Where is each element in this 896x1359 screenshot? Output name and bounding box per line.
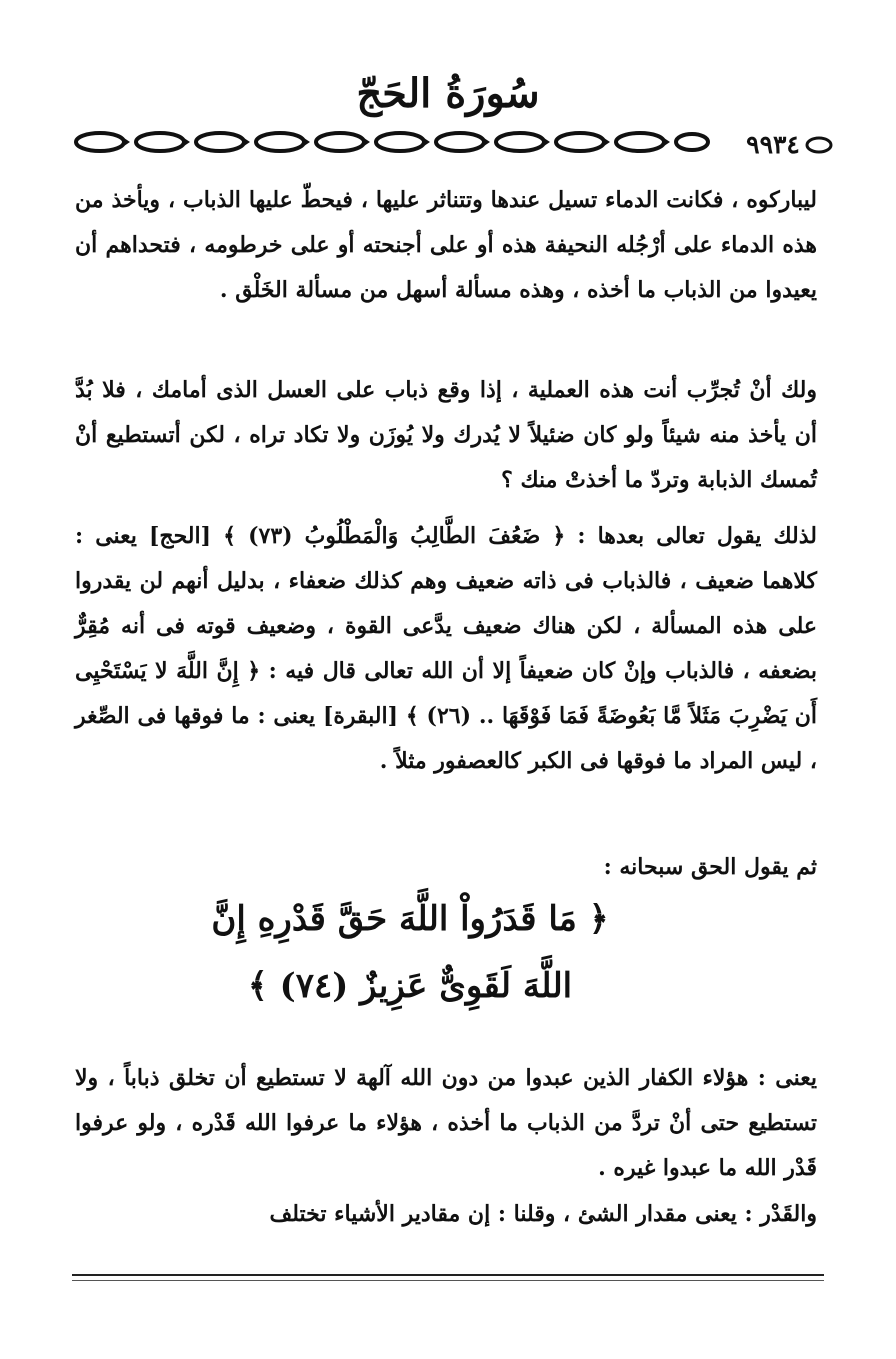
paragraph-text: ثم يقول الحق سبحانه : [603, 854, 817, 880]
paragraph-5 [75, 1056, 817, 1191]
footer-rule [72, 1274, 824, 1276]
paragraph-text: ليباركوه ، فكانت الدماء تسيل عندها وتتناثر عليها ، فيحطّ عليها الذباب ، ويأخذ من هذه الدماء على أرْجُله النحيفة هذه أو على أجنحته أو على خرطومه ، فتحداهم أن يعيدوا من الذباب ما أخذه ، وهذه مسألة أسهل من مسألة الخَلْق . [75, 187, 817, 303]
paragraph-text: يعنى : هؤلاء الكفار الذين عبدوا من دون الله آلهة لا تستطيع أن تخلق ذباباً ، ولا تستطيع حتى أنْ تردَّ من الذباب ما أخذه ، هؤلاء ما عرفوا الله قَدْره ، ولو عرفوا قَدْر الله ما عبدوا غيره . [75, 1065, 817, 1181]
paragraph-6 [75, 1192, 817, 1237]
paragraph-text: والقَدْر : يعنى مقدار الشئ ، وقلنا : إن مقادير الأشياء تختلف [269, 1201, 817, 1227]
quran-verse-line-2: اللَّهَ لَقَوِىٌّ عَزِيزٌ (٧٤) ﴾ [247, 966, 573, 1006]
paragraph-text: ولك أنْ تُجرِّب أنت هذه العملية ، إذا وقع ذباب على العسل الذى أمامك ، فلا بُدَّ أن يأخذ منه شيئاً ولو كان ضئيلاً لا يُدرك ولا يُوزَن ولا تكاد تراه ، لكن أتستطيع أنْ تُمسك الذبابة وتردّ ما أخذتْ منك ؟ [75, 377, 817, 493]
paragraph-4 [75, 845, 817, 890]
header-ornament-chain [70, 127, 710, 157]
footer-rule-thin [72, 1280, 824, 1281]
quran-verse-line-1: ﴿ مَا قَدَرُواْ اللَّهَ حَقَّ قَدْرِهِ إِنَّ [211, 899, 609, 939]
paragraph-1 [75, 178, 817, 313]
ornament-end-icon [804, 134, 834, 156]
paragraph-2 [75, 368, 817, 503]
page-number: ٩٩٣٤ [746, 130, 800, 159]
paragraph-3 [75, 514, 817, 784]
paragraph-text: لذلك يقول تعالى بعدها : ﴿ ضَعُفَ الطَّالِبُ وَالْمَطْلُوبُ (٧٣) ﴾ [الحج] يعنى : كلاهما ضعيف ، فالذباب فى ذاته ضعيف وهم كذلك ضعفاء ، بدليل أنهم لن يقدروا على هذه المسألة ، لكن هناك ضعيف يدَّعى القوة ، وضعيف قوته فى أنه مُقِرٌّ بضعفه ، فالذباب وإنْ كان ضعيفاً إلا أن الله تعالى قال فيه : ﴿ إِنَّ اللَّهَ لا يَسْتَحْيِى أَن يَضْرِبَ مَثَلاً مَّا بَعُوضَةً فَمَا فَوْقَهَا .. (٢٦) ﴾ [البقرة] يعنى : ما فوقها فى الصِّغر ، ليس المراد ما فوقها فى الكبر كالعصفور مثلاً . [75, 523, 817, 774]
surah-title: سُورَةُ الحَجّ [356, 70, 540, 117]
